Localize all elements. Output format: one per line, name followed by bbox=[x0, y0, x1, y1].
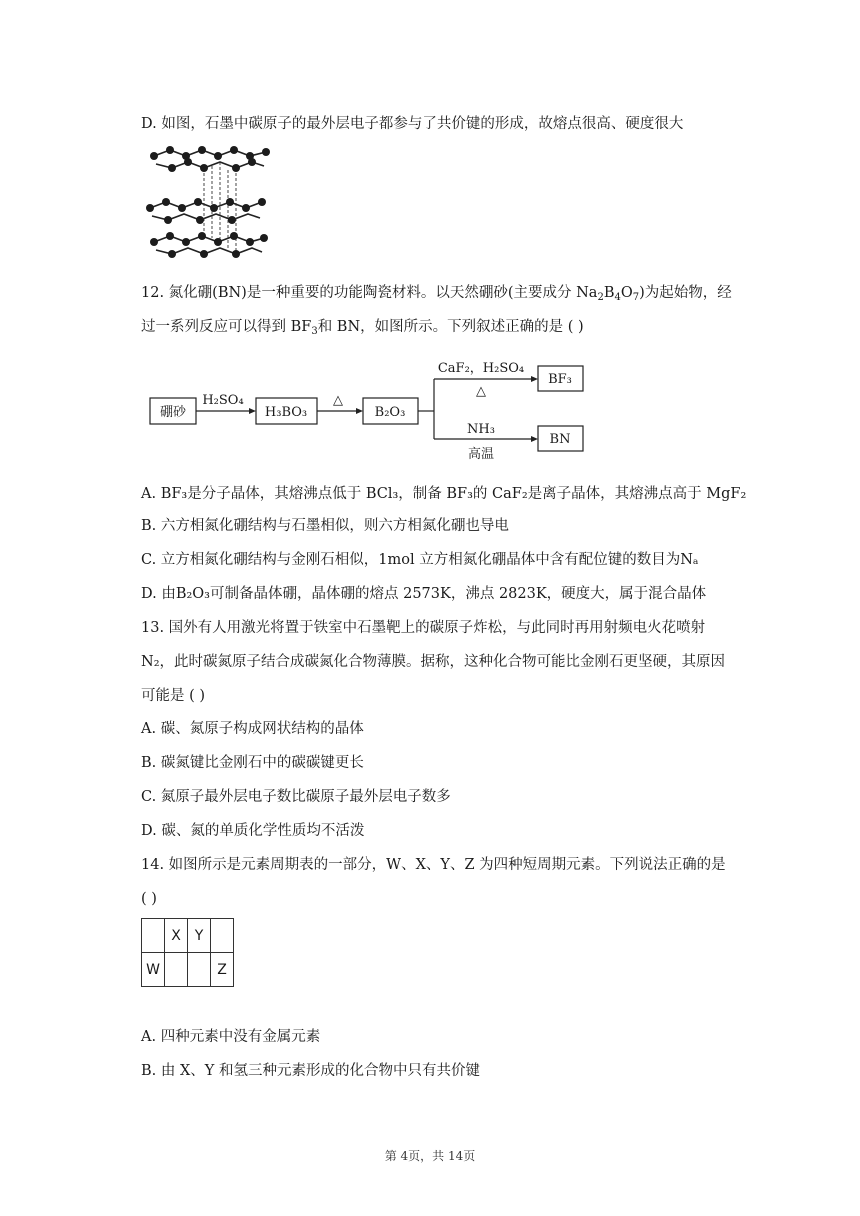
q12-stem-line1: 12. 氮化硼(BN)是一种重要的功能陶瓷材料。以天然硼砂(主要成分 $Na_2B_4O_7$)为起始物，经 bbox=[141, 285, 732, 303]
q12-stem-line2: 过一系列反应可以得到 $BF_3$和 BN，如图所示。下列叙述正确的是 ( ) bbox=[141, 319, 584, 337]
graphite-structure-figure bbox=[146, 142, 270, 260]
q12-option-c: C. 立方相氮化硼结构与金刚石相似，1mol 立方相氮化硼晶体中含有配位键的数目为Nₐ bbox=[141, 552, 699, 568]
q13-option-c: C. 氮原子最外层电子数比碳原子最外层电子数多 bbox=[141, 789, 451, 805]
bn-synthesis-flowchart bbox=[145, 352, 595, 470]
q13-stem-line3: 可能是 ( ) bbox=[141, 688, 206, 704]
reagent-heat: △ bbox=[333, 393, 343, 408]
periodic-table-fragment bbox=[141, 918, 234, 987]
table-cell bbox=[188, 953, 211, 987]
reagent-heat-2: △ bbox=[476, 384, 486, 399]
table-row bbox=[142, 953, 234, 987]
reagent-nh3: NH₃ bbox=[467, 422, 495, 437]
reagent-h2so4: H₂SO₄ bbox=[202, 393, 244, 408]
page-footer: 第 4页，共 14页 bbox=[384, 1149, 476, 1163]
q14-stem-line1: 14. 如图所示是元素周期表的一部分，W、X、Y、Z 为四种短周期元素。下列说法正确的是 bbox=[141, 857, 726, 873]
table-cell: W bbox=[142, 953, 165, 987]
node-borax: 硼砂 bbox=[159, 405, 187, 420]
table-cell bbox=[211, 919, 234, 953]
q13-stem-line1: 13. 国外有人用激光将置于铁室中石墨靶上的碳原子炸松，与此同时再用射频电火花喷射 bbox=[141, 620, 706, 636]
table-row bbox=[142, 919, 234, 953]
node-bn: BN bbox=[549, 432, 571, 447]
table-cell: Z bbox=[211, 953, 234, 987]
q14-option-b: B. 由 X、Y 和氢三种元素形成的化合物中只有共价键 bbox=[141, 1063, 480, 1079]
q14-option-a: A. 四种元素中没有金属元素 bbox=[141, 1029, 321, 1045]
q13-option-a: A. 碳、氮原子构成网状结构的晶体 bbox=[141, 721, 364, 737]
node-b2o3: B₂O₃ bbox=[374, 405, 406, 420]
table-cell: Y bbox=[188, 919, 211, 953]
q12-option-d: D. 由B₂O₃可制备晶体硼，晶体硼的熔点 2573K，沸点 2823K，硬度大，属于混合晶体 bbox=[141, 586, 707, 602]
reagent-high-temp: 高温 bbox=[467, 447, 495, 462]
reagent-caf2-h2so4: CaF₂，H₂SO₄ bbox=[437, 361, 525, 376]
q12-option-b: B. 六方相氮化硼结构与石墨相似，则六方相氮化硼也导电 bbox=[141, 518, 509, 534]
node-bf3: BF₃ bbox=[548, 372, 572, 387]
q14-stem-line2: ( ) bbox=[141, 891, 157, 907]
table-cell bbox=[142, 919, 165, 953]
q13-option-d: D. 碳、氮的单质化学性质均不活泼 bbox=[141, 823, 365, 839]
table-cell bbox=[165, 953, 188, 987]
q11-option-d: D. 如图，石墨中碳原子的最外层电子都参与了共价键的形成，故熔点很高、硬度很大 bbox=[141, 116, 684, 132]
table-cell: X bbox=[165, 919, 188, 953]
q13-stem-line2: N₂，此时碳氮原子结合成碳氮化合物薄膜。据称，这种化合物可能比金刚石更坚硬，其原因 bbox=[141, 654, 725, 670]
q13-option-b: B. 碳氮键比金刚石中的碳碳键更长 bbox=[141, 755, 364, 771]
node-h3bo3: H₃BO₃ bbox=[264, 405, 308, 420]
q12-option-a: A. BF₃是分子晶体，其熔沸点低于 BCl₃，制备 BF₃的 CaF₂是离子晶体，其熔沸点高于 MgF₂ bbox=[141, 486, 747, 502]
